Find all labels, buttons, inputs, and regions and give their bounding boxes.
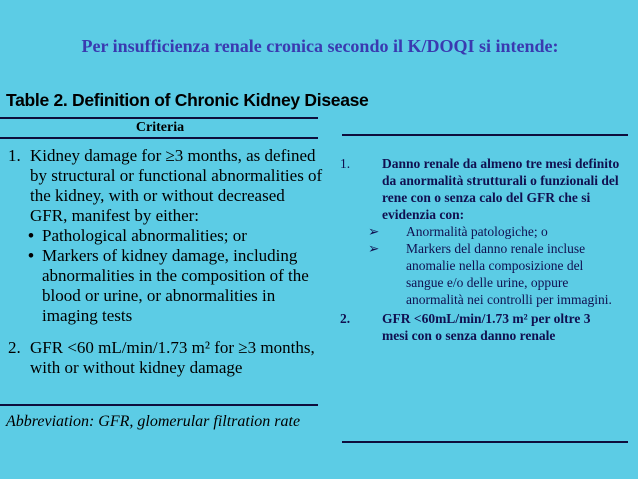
criteria-item-2 <box>6 338 324 378</box>
slide-title: Per insufficienza renale cronica secondo il K/DOQI si intende: <box>81 36 559 56</box>
criteria-list <box>6 146 324 378</box>
criteria-bullet-2 <box>6 246 324 326</box>
criteria-bullet-1 <box>6 226 324 246</box>
bullet-dot-icon: • <box>28 226 34 245</box>
table-abbreviation: Abbreviation: GFR, glomerular filtration rate <box>6 413 301 430</box>
criteria-item-2-number: 2. <box>8 338 21 357</box>
italian-bullet-1-text: Anormalità patologiche; o <box>406 224 548 239</box>
italian-bullet-1 <box>340 223 620 240</box>
italian-item-1-number: 1. <box>340 156 351 171</box>
italian-item-2-text: GFR <60mL/min/1.73 m² per oltre 3 mesi con o senza danno renale <box>382 311 591 343</box>
table-top-rule <box>0 117 318 119</box>
table-title: Table 2. Definition of Chronic Kidney Disease <box>6 90 369 110</box>
italian-bullet-2-text: Markers del danno renale incluse anomalie nella composizione del sangue e/o delle urine, oppure anormalità nei controlli per immagini. <box>406 241 612 307</box>
table-bottom-rule <box>0 404 318 406</box>
italian-item-2 <box>340 310 620 344</box>
italian-item-1 <box>340 155 620 223</box>
criteria-item-2-text: GFR <60 mL/min/1.73 m² for ≥3 months, with or without kidney damage <box>30 338 315 377</box>
italian-list <box>340 155 620 344</box>
criteria-item-1-text: Kidney damage for ≥3 months, as defined by structural or functional abnormalities of the kidney, with or without decreased GFR, manifest by either: <box>30 146 323 225</box>
criteria-item-1 <box>6 146 324 226</box>
italian-item-1-text: Danno renale da almeno tre mesi definito da anormalità strutturali o funzionali del rene con o senza calo del GFR che si evidenzia con: <box>382 156 620 222</box>
italian-item-2-number: 2. <box>340 311 351 326</box>
criteria-bullet-1-text: Pathological abnormalities; or <box>42 226 247 245</box>
table-header-rule <box>0 137 318 139</box>
italian-bullet-2 <box>340 240 620 308</box>
criteria-item-1-number: 1. <box>8 146 21 165</box>
table-header-criteria: Criteria <box>135 120 185 135</box>
arrow-bullet-icon: ➢ <box>368 241 380 256</box>
bullet-dot-icon: • <box>28 246 34 265</box>
italian-bottom-rule <box>342 441 628 443</box>
arrow-bullet-icon: ➢ <box>368 224 380 239</box>
criteria-bullet-2-text: Markers of kidney damage, including abnormalities in the composition of the blood or urine, or abnormalities in imaging tests <box>42 246 309 325</box>
italian-top-rule <box>342 134 628 136</box>
